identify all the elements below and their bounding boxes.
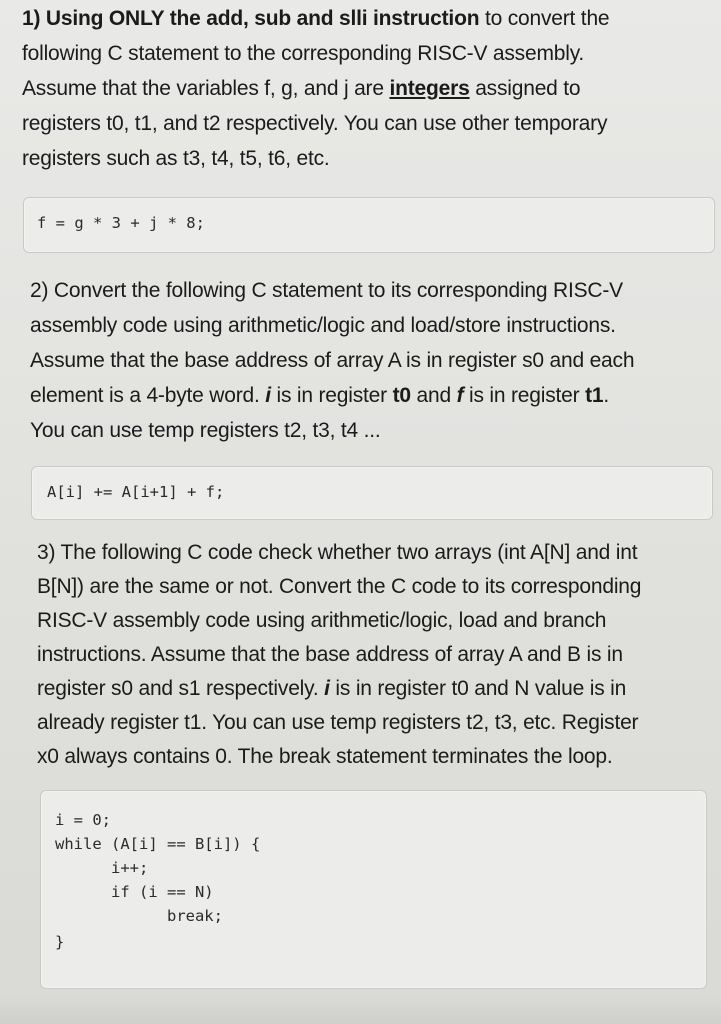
code-line: if (i == N) — [55, 883, 214, 901]
code-line: i++; — [55, 859, 149, 877]
q2-l4-a: element is a 4-byte word. — [30, 384, 266, 407]
register-t1: t1 — [585, 384, 604, 407]
code-line: while (A[i] == B[i]) { — [55, 835, 261, 853]
question-2-line-1: 2) Convert the following C statement to its corresponding RISC-V — [30, 279, 623, 302]
question-1-line-2: following C statement to the corresponding RISC-V assembly. — [22, 42, 585, 65]
integers-keyword: integers — [389, 77, 470, 100]
question-1-line-3-a: Assume that the variables f, g, and j are — [22, 77, 390, 100]
question-1-line-4: registers t0, t1, and t2 respectively. You can use other temporary — [22, 112, 608, 135]
question-2-text — [30, 273, 634, 448]
q2-l4-e: . — [603, 384, 609, 407]
q2-l4-d: is in register — [463, 384, 586, 407]
code-block-1 — [23, 197, 715, 253]
code-line: i = 0; — [55, 811, 111, 829]
question-3-line-6: already register t1. You can use temp registers t2, t3, etc. Register — [37, 711, 639, 734]
question-1-text — [22, 1, 609, 176]
register-t0: t0 — [392, 384, 411, 407]
question-2-line-3: Assume that the base address of array A is in register s0 and each — [30, 349, 635, 372]
question-1-bold-intro: 1) Using ONLY the add, sub and slli instruction — [22, 7, 480, 30]
question-1-line-1-rest: to convert the — [479, 7, 610, 30]
code-line: f = g * 3 + j * 8; — [37, 214, 205, 232]
question-1-line-5: registers such as t3, t4, t5, t6, etc. — [22, 147, 330, 170]
q2-l4-b: is in register — [270, 384, 393, 407]
question-3-line-4: instructions. Assume that the base address of array A and B is in — [37, 643, 623, 666]
code-block-2 — [31, 466, 713, 520]
question-1-line-3-c: assigned to — [469, 77, 581, 100]
question-3-line-1: 3) The following C code check whether two arrays (int A[N] and int — [37, 541, 638, 564]
question-3-line-7: x0 always contains 0. The break statement terminates the loop. — [37, 745, 613, 768]
question-3-text — [37, 536, 641, 774]
code-line: break; — [55, 907, 223, 925]
code-block-3 — [40, 790, 707, 989]
question-3-line-2: B[N]) are the same or not. Convert the C code to its corresponding — [37, 575, 642, 598]
question-3-line-3: RISC-V assembly code using arithmetic/logic, load and branch — [37, 609, 607, 632]
question-2-line-2: assembly code using arithmetic/logic and load/store instructions. — [30, 314, 616, 337]
question-1-line-1 — [22, 1, 609, 36]
photo-bottom-shade — [0, 996, 721, 1024]
code-line: } — [55, 933, 65, 951]
variable-i: i — [265, 384, 271, 407]
variable-i: i — [324, 677, 330, 700]
code-line: A[i] += A[i+1] + f; — [47, 483, 225, 501]
question-2-line-4 — [30, 378, 634, 413]
question-1-line-3 — [22, 71, 609, 106]
q2-l4-c: and — [410, 384, 457, 407]
q3-l5-a: register s0 and s1 respectively. — [37, 677, 325, 700]
question-3-line-5 — [37, 672, 641, 706]
variable-f: f — [456, 384, 464, 407]
question-2-line-5: You can use temp registers t2, t3, t4 ... — [30, 419, 381, 442]
q3-l5-b: is in register t0 and N value is in — [329, 677, 627, 700]
